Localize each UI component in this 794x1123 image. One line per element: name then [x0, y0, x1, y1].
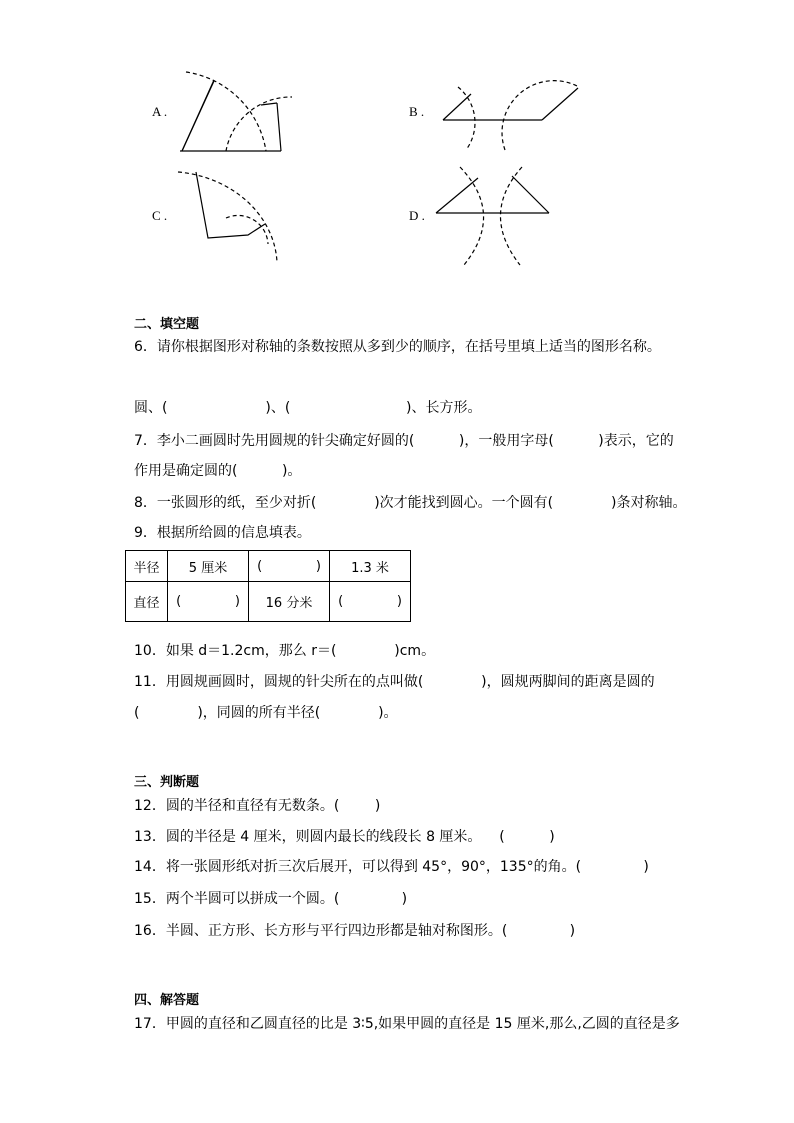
question-15: 15．两个半圆可以拼成一个圆。( ): [134, 891, 408, 907]
option-b-label: B .: [409, 104, 425, 119]
table-row: [126, 582, 411, 622]
table-cell: ( ): [330, 582, 411, 622]
table-cell: 直径: [126, 582, 168, 622]
question-16: 16．半圆、正方形、长方形与平行四边形都是轴对称图形。( ): [134, 923, 576, 939]
question-14: 14．将一张圆形纸对折三次后展开，可以得到 45°，90°，135°的角。( ): [134, 859, 649, 875]
question-6-answer: 圆、( )、( )、长方形。: [134, 400, 482, 416]
question-17: 17．甲圆的直径和乙圆直径的比是 3∶5,如果甲圆的直径是 15 厘米,那么,乙圆的直径是多: [134, 1016, 680, 1032]
table-cell: 1.3 米: [330, 551, 411, 582]
question-11-line2: ( )，同圆的所有半径( )。: [134, 705, 398, 721]
option-a-label: A .: [152, 104, 168, 119]
section-title-solve: 四、解答题: [134, 993, 200, 1008]
circle-info-table: [125, 550, 411, 622]
question-13: 13．圆的半径是 4 厘米，则圆内最长的线段长 8 厘米。 ( ): [134, 829, 555, 845]
table-cell: ( ): [168, 582, 249, 622]
question-9: 9．根据所给圆的信息填表。: [134, 525, 311, 541]
section-title-judgement: 三、判断题: [134, 775, 200, 790]
question-10: 10．如果 d＝1.2cm，那么 r＝( )cm。: [134, 643, 436, 659]
question-11-line1: 11．用圆规画圆时，圆规的针尖所在的点叫做( )，圆规两脚间的距离是圆的: [134, 674, 655, 690]
option-c-label: C .: [152, 208, 168, 223]
table-cell: 5 厘米: [168, 551, 249, 582]
question-7-line2: 作用是确定圆的( )。: [134, 463, 302, 479]
question-7-line1: 7．李小二画圆时先用圆规的针尖确定好圆的( )，一般用字母( )表示，它的: [134, 433, 674, 449]
question-12: 12．圆的半径和直径有无数条。( ): [134, 798, 381, 814]
table-cell: ( ): [249, 551, 330, 582]
question-6: 6．请你根据图形对称轴的条数按照从多到少的顺序，在括号里填上适当的图形名称。: [134, 339, 661, 355]
question-8: 8．一张圆形的纸，至少对折( )次才能找到圆心。一个圆有( )条对称轴。: [134, 495, 687, 511]
table-row: [126, 551, 411, 582]
section-title-fill-blank: 二、填空题: [134, 317, 200, 332]
table-cell: 半径: [126, 551, 168, 582]
option-d-label: D .: [409, 208, 425, 223]
table-cell: 16 分米: [249, 582, 330, 622]
figure-d: [0, 0, 794, 300]
